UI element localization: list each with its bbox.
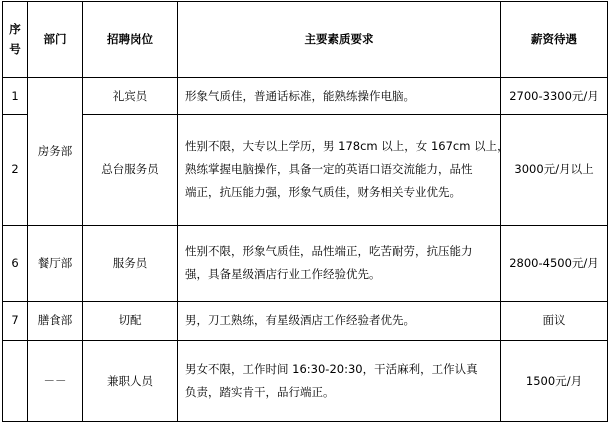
header-salary: 薪资待遇 bbox=[501, 2, 608, 78]
requirement-line: 熟练掌握电脑操作，具备一定的英语口语交流能力，品性 bbox=[185, 162, 473, 177]
row-position: 总台服务员 bbox=[83, 115, 178, 225]
requirement-line: 负责，踏实肯干，品行端正。 bbox=[185, 385, 335, 399]
row-position: 切配 bbox=[83, 301, 178, 340]
requirement-line: 男女不限，工作时间 16:30-20:30，干活麻利，工作认真 bbox=[185, 362, 478, 376]
row-salary: 1500元/月 bbox=[501, 341, 608, 422]
requirement-line: 形象气质佳，普通话标准，能熟练操作电脑。 bbox=[185, 88, 415, 103]
recruitment-table bbox=[2, 1, 608, 422]
table-row bbox=[3, 115, 608, 225]
requirement-line: 男，刀工熟练，有星级酒店工作经验者优先。 bbox=[185, 313, 415, 328]
row-department: 餐厅部 bbox=[28, 225, 83, 301]
requirement-line: 端正，抗压能力强，形象气质佳，财务相关专业优先。 bbox=[185, 185, 461, 200]
header-department: 部门 bbox=[28, 2, 83, 78]
table-row bbox=[3, 301, 608, 340]
table-row bbox=[3, 341, 608, 422]
row-requirements bbox=[178, 341, 501, 422]
row-salary: 2800-4500元/月 bbox=[501, 225, 608, 301]
header-position: 招聘岗位 bbox=[83, 2, 178, 78]
table-row bbox=[3, 225, 608, 301]
requirement-line: 性别不限，大专以上学历，男 178cm 以上，女 167cm 以上， bbox=[185, 139, 509, 154]
row-index: 7 bbox=[3, 301, 28, 340]
row-salary: 3000元/月以上 bbox=[501, 115, 608, 225]
row-requirements bbox=[178, 225, 501, 301]
header-row bbox=[3, 2, 608, 78]
row-index: 2 bbox=[3, 115, 28, 225]
row-salary: 2700-3300元/月 bbox=[501, 77, 608, 114]
row-index bbox=[3, 341, 28, 422]
row-department: －－ bbox=[28, 341, 83, 422]
row-department: 膳食部 bbox=[28, 301, 83, 340]
row-salary: 面议 bbox=[501, 301, 608, 340]
requirement-line: 性别不限，形象气质佳，品性端正，吃苦耐劳，抗压能力 bbox=[185, 244, 473, 259]
header-index-line2: 号 bbox=[9, 42, 21, 57]
row-department: 房务部 bbox=[28, 77, 83, 225]
header-index bbox=[3, 2, 28, 78]
row-requirements bbox=[178, 301, 501, 340]
row-position: 礼宾员 bbox=[83, 77, 178, 114]
header-requirements: 主要素质要求 bbox=[178, 2, 501, 78]
row-index: 1 bbox=[3, 77, 28, 114]
row-position: 兼职人员 bbox=[83, 341, 178, 422]
table-row bbox=[3, 77, 608, 114]
header-index-line1: 序 bbox=[9, 22, 21, 37]
requirement-line: 强，具备星级酒店行业工作经验优先。 bbox=[185, 267, 381, 282]
row-requirements bbox=[178, 77, 501, 114]
row-requirements bbox=[178, 115, 509, 225]
row-position: 服务员 bbox=[83, 225, 178, 301]
row-index: 6 bbox=[3, 225, 28, 301]
